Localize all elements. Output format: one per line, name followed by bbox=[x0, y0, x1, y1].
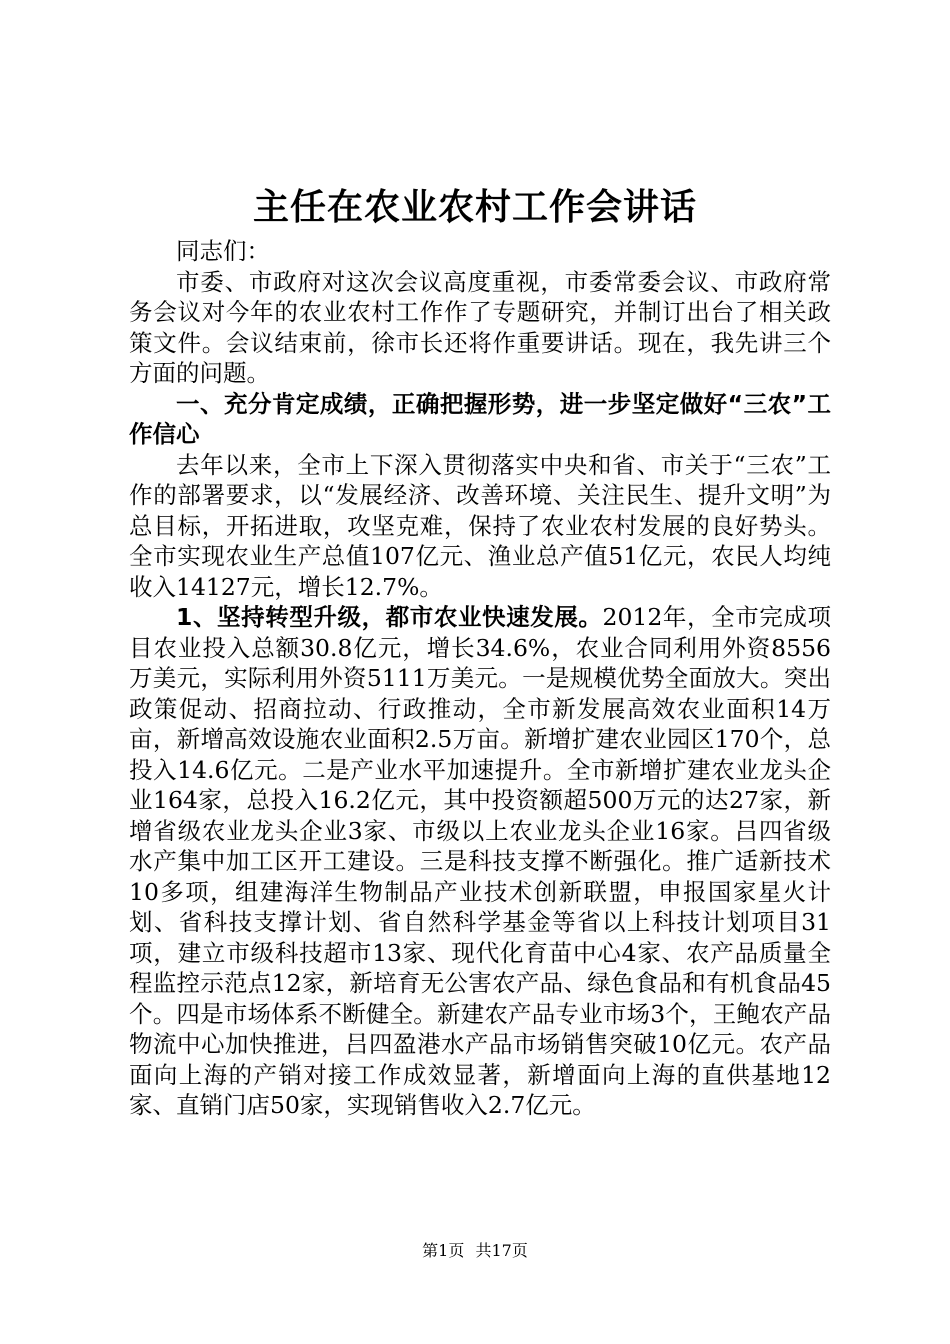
page-footer bbox=[0, 1240, 950, 1262]
salutation: 同志们： bbox=[176, 237, 270, 265]
section-paragraph: 去年以来，全市上下深入贯彻落实中央和省、市关于“三农”工作的部署要求，以“发展经济、改善环境、关注民生、提升文明”为总目标，开拓进取，攻坚克难，保持了农业农村发展的良好势头。全市实现农业生产总值107亿元、渔业总产值51亿元，农民人均纯收入14127元，增长12.7%。 bbox=[129, 450, 831, 601]
document-body bbox=[129, 236, 831, 1121]
document-title: 主任在农业农村工作会讲话 bbox=[252, 187, 697, 228]
section-heading: 一、充分肯定成绩，正确把握形势，进一步坚定做好“三农”工作信心 bbox=[129, 389, 831, 448]
point-lead: 1、坚持转型升级，都市农业快速发展。 bbox=[176, 603, 603, 631]
point-body: 2012年，全市完成项目农业投入总额30.8亿元，增长34.6%，农业合同利用外资8556万美元，实际利用外资5111万美元。一是规模优势全面放大。突出政策促动、招商拉动、行政推动，全市新发展高效农业面积14万亩，新增高效设施农业面积2.5万亩。新增扩建农业园区170个，总投入14.6亿元。二是产业水平加速提升。全市新增扩建农业龙头企业164家，总投入16.2亿元，其中投资额超500万元的达27家，新增省级农业龙头企业3家、市级以上农业龙头企业16家。吕四省级水产集中加工区开工建设。三是科技支撑不断强化。推广适新技术10多项，组建海洋生物制品产业技术创新联盟，申报国家星火计划、省科技支撑计划、省自然科学基金等省以上科技计划项目31项，建立市级科技超市13家、现代化育苗中心4家、农产品质量全程监控示范点12家，新培育无公害农产品、绿色食品和有机食品45个。四是市场体系不断健全。新建农产品专业市场3个，王鲍农产品物流中心加快推进，吕四盈港水产品市场销售突破10亿元。农产品面向上海的产销对接工作成效显著，新增面向上海的直供基地12家、直销门店50家，实现销售收入2.7亿元。 bbox=[129, 603, 831, 1119]
page-number: 第1页 bbox=[422, 1241, 465, 1260]
page-total: 共17页 bbox=[475, 1241, 528, 1260]
intro-paragraph: 市委、市政府对这次会议高度重视，市委常委会议、市政府常务会议对今年的农业农村工作作了专题研究，并制订出台了相关政策文件。会议结束前，徐市长还将作重要讲话。现在，我先讲三个方面的问题。 bbox=[129, 267, 831, 387]
point-paragraph bbox=[129, 602, 831, 1121]
